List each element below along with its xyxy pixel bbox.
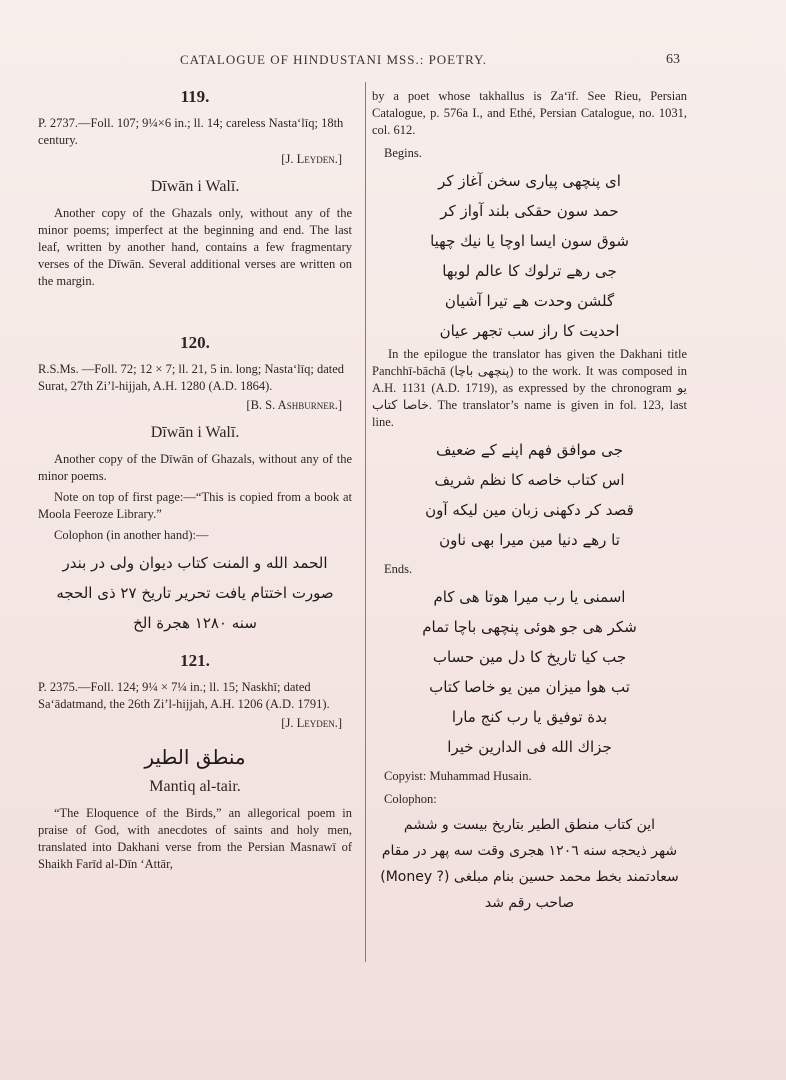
colophon-line: سنه ١٢٨٠ هجرة الخ	[133, 614, 257, 632]
verse-line: تب هوا ميزان مين يو خاصا كتاب	[429, 678, 630, 696]
verse-line: بدة توفيق يا رب كنج مارا	[451, 708, 608, 726]
entry-121-arabic-title: منطق الطير	[144, 745, 246, 769]
running-title: CATALOGUE OF HINDUSTANI MSS.: POETRY.	[180, 52, 487, 67]
entry-119-title: Dīwān i Walī.	[150, 178, 240, 195]
left-column	[38, 88, 352, 877]
verse-line: جب كيا تاريخ كا دل مين حساب	[432, 648, 627, 666]
verse-line: جى موافق فهم اپنے كے ضعيف	[436, 441, 623, 459]
colophon-line: الحمد الله و المنت كتاب ديوان ولى در بندر	[62, 554, 328, 572]
colophon-line: شهر ذيحجه سنه ١٢٠٦ هجرى وقت سه پهر در مقام	[381, 843, 678, 859]
entry-120-colophon	[38, 548, 352, 638]
entry-120-body-1: Another copy of the Dīwān of Ghazals, without any of the minor poems.	[38, 452, 352, 483]
entry-121-body: “The Eloquence of the Birds,” an allegorical poem in praise of God, with anecdotes of saints and holy men, translated into Dakhani verse from the Persian Masnawī of Shaikh Farīd al-Dīn ‘Attār,	[38, 806, 352, 871]
verse-line: حمد سون حقكى بلند آواز كر	[440, 202, 619, 220]
page-number: 63	[666, 52, 680, 67]
entry-119-body: Another copy of the Ghazals only, without any of the minor poems; imperfect at the beginning and end. The last leaf, written by another hand, contains a few fragmentary verses of the Dīwān. Several additional verses are written on the margin.	[38, 206, 352, 288]
ends-label: Ends.	[384, 562, 413, 576]
colophon-line: اين كتاب منطق الطير بتاريخ بيست و ششم	[403, 817, 656, 833]
ends-verses	[372, 582, 687, 762]
verse-line: تا رهے دنيا مين ميرا بهى ناون	[439, 531, 620, 549]
entry-120-title: Dīwān i Walī.	[150, 424, 240, 441]
entry-121-meta: P. 2375.—Foll. 124; 9¼ × 7¼ in.; ll. 15; Naskhī; dated Sa‘ādatmand, the 26th Zi’l-hijjah, A.H. 1206 (A.D. 1791).	[38, 680, 330, 711]
copyist-line: Copyist: Muhammad Husain.	[384, 769, 532, 783]
colophon-line: سعادتمند بخط محمد حسين بنام مبلغى (? Money)	[380, 869, 679, 885]
begins-verses	[372, 166, 687, 346]
entry-119-number: 119.	[180, 87, 210, 106]
verse-line: جى رهے ترلوك كا عالم لوبها	[442, 262, 617, 280]
verse-line: جزاك الله فى الدارين خيرا	[447, 738, 612, 756]
column-divider	[365, 82, 366, 962]
verse-line: اس كتاب خاصه كا نظم شريف	[434, 471, 625, 489]
entry-120-donor: [B. S. Ashburner.]	[246, 398, 342, 412]
colophon-label: Colophon:	[384, 792, 437, 806]
right-column	[372, 88, 687, 916]
epilogue-verses	[372, 435, 687, 555]
verse-line: قصد كر دكهنى زبان مين ليكه آون	[425, 501, 634, 519]
entry-121-title: Mantiq al-tair.	[149, 778, 241, 795]
verse-line: اى پنچهى پيارى سخن آغاز كر	[438, 172, 621, 190]
entry-121-donor: [J. Leyden.]	[281, 716, 342, 730]
verse-line: احديت كا راز سب تجهر عيان	[439, 322, 620, 340]
entry-119-meta: P. 2737.—Foll. 107; 9¼×6 in.; ll. 14; careless Nasta‘līq; 18th century.	[38, 116, 344, 147]
entry-120-meta: R.S.Ms. —Foll. 72; 12 × 7; ll. 21, 5 in. long; Nasta‘līq; dated Surat, 27th Zi’l-hijjah, A.H. 1280 (A.D. 1864).	[38, 362, 345, 393]
entry-121-number: 121.	[180, 651, 210, 670]
verse-line: شوق سون ايسا اوچا يا نيك چهيا	[430, 232, 629, 250]
entry-120-colophon-label: Colophon (in another hand):—	[54, 528, 209, 542]
entry-120-number: 120.	[180, 333, 210, 352]
entry-119-donor: [J. Leyden.]	[281, 152, 342, 166]
colophon-line: صاحب رقم شد	[484, 895, 575, 911]
colophon-line: صورت اختتام يافت تحرير تاريخ ٢٧ ذى الحجه	[56, 584, 334, 602]
continuation-text: by a poet whose takhallus is Za‘īf. See Rieu, Persian Catalogue, p. 576a I., and Ethé, Persian Catalogue, no. 1031, col. 612.	[372, 89, 687, 137]
begins-label: Begins.	[384, 146, 422, 160]
entry-120-body-2: Note on top of first page:—“This is copied from a book at Moola Feeroze Library.”	[38, 490, 352, 521]
verse-line: گلشن وحدت هے تيرا آشيان	[444, 292, 615, 310]
verse-line: اسمنى يا رب ميرا هوتا هى كام	[433, 588, 626, 606]
verse-line: شكر هى جو هوئى پنچهى باچا تمام	[422, 618, 637, 636]
epilogue-text: In the epilogue the translator has given the Dakhani title Panchhī-bāchā (پنچهى باچا) to the work. It was composed in A.H. 1131 (A.D. 1719), as expressed by the chronogram يو خاصا كتاب. The translator’s name is given in fol. 123, last line.	[372, 347, 688, 429]
colophon-verses	[372, 812, 687, 916]
